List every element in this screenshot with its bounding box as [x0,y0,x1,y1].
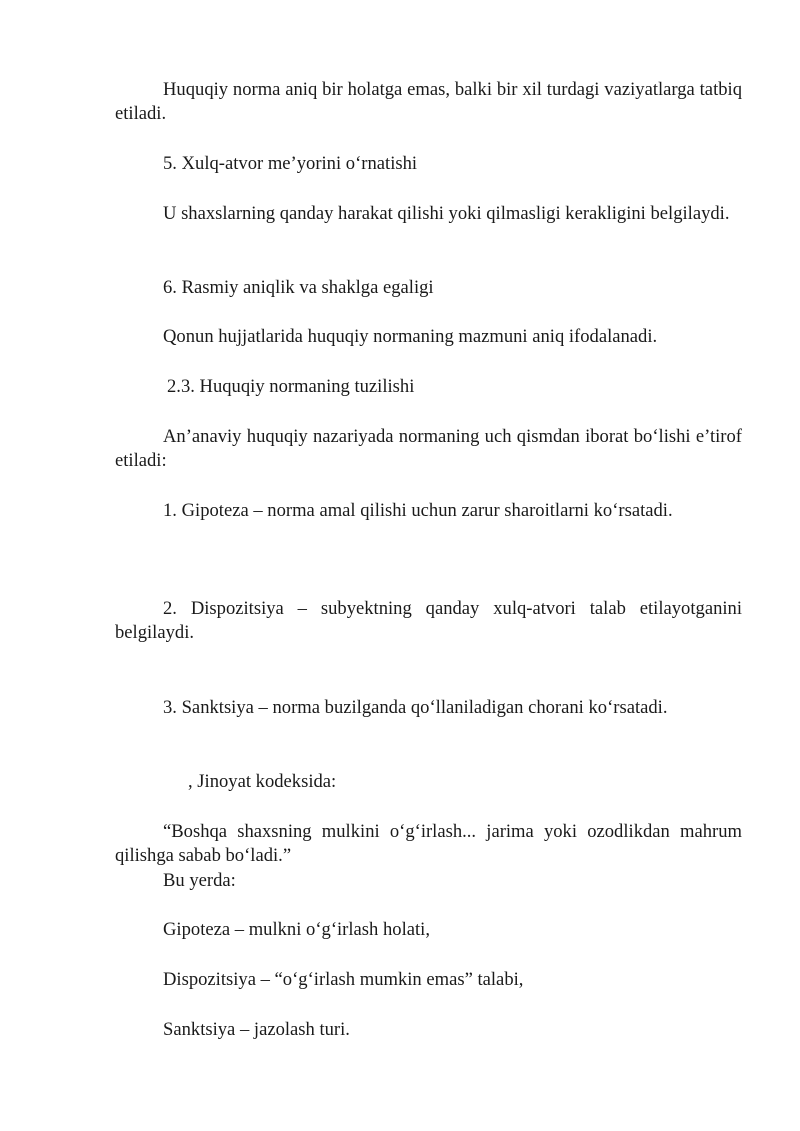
section-heading-2-3: 2.3. Huquqiy normaning tuzilishi [167,376,415,397]
list-item-disposition: 2. Dispozitsiya – subyektning qanday xulq-atvori talab etilayotganini belgilaydi. [115,598,742,643]
paragraph-gipoteza-example: Gipoteza – mulkni o‘g‘irlash holati, [163,919,430,940]
heading-item-5: 5. Xulq-atvor me’yorini o‘rnatishi [163,153,418,174]
list-item-sanction: 3. Sanktsiya – norma buzilganda qo‘llaniladigan chorani ko‘rsatadi. [163,697,668,718]
paragraph-sanktsiya-example: Sanktsiya – jazolash turi. [163,1019,350,1040]
example-intro: , Jinoyat kodeksida: [188,771,337,792]
paragraph-dispozitsiya-example: Dispozitsiya – “o‘g‘irlash mumkin emas” talabi, [163,969,524,990]
paragraph-three-parts: An’anaviy huquqiy nazariyada normaning uch qismdan iborat bo‘lishi e’tirof etiladi: [115,426,742,471]
paragraph-law-docs: Qonun hujjatlarida huquqiy normaning mazmuni aniq ifodalanadi. [163,326,658,347]
quote-paragraph: “Boshqa shaxsning mulkini o‘g‘irlash... jarima yoki ozodlikdan mahrum qilishga sabab bo‘ladi.” [115,821,742,866]
paragraph-norm-application: Huquqiy norma aniq bir holatga emas, balki bir xil turdagi vaziyatlarga tatbiq etiladi. [115,79,742,124]
list-item-hypothesis: 1. Gipoteza – norma amal qilishi uchun zarur sharoitlarni ko‘rsatadi. [163,500,673,521]
heading-item-6: 6. Rasmiy aniqlik va shaklga egaligi [163,277,434,298]
paragraph-behavior: U shaxslarning qanday harakat qilishi yoki qilmasligi kerakligini belgilaydi. [163,203,730,224]
paragraph-bu-yerda: Bu yerda: [163,870,236,891]
